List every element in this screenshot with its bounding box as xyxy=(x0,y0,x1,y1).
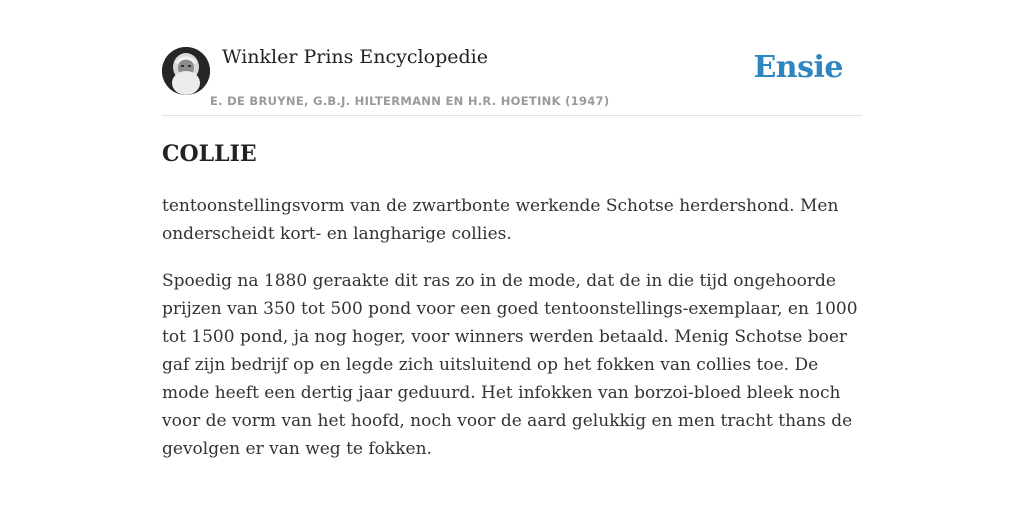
entry-paragraph: tentoonstellingsvorm van de zwartbonte werkende Schotse herdershond. Men onderscheidt kort- en langharige collies. xyxy=(162,196,839,244)
entry-body xyxy=(162,192,862,482)
entry-title: COLLIE xyxy=(162,141,257,167)
author-avatar xyxy=(162,47,210,95)
source-authors: E. DE BRUYNE, G.B.J. HILTERMANN EN H.R. HOETINK (1947) xyxy=(210,94,610,108)
brand-logo[interactable]: Ensie xyxy=(753,50,843,85)
source-title[interactable]: Winkler Prins Encyclopedie xyxy=(222,46,488,68)
author-portrait-icon xyxy=(162,47,210,95)
entry-paragraph: Spoedig na 1880 geraakte dit ras zo in de mode, dat de in die tijd ongehoorde prijzen van 350 tot 500 pond voor een goed tentoonstellings-exemplaar, en 1000 tot 1500 pond, ja nog hoger, voor winners werden betaald. Menig Schotse boer gaf zijn bedrijf op en legde zich uitsluitend op het fokken van collies toe. De mode heeft een dertig jaar geduurd. Het infokken van borzoi-bloed bleek noch voor de vorm van het hoofd, noch voor de aard gelukkig en men tracht thans de gevolgen er van weg te fokken. xyxy=(162,271,858,459)
source-header xyxy=(162,44,862,116)
